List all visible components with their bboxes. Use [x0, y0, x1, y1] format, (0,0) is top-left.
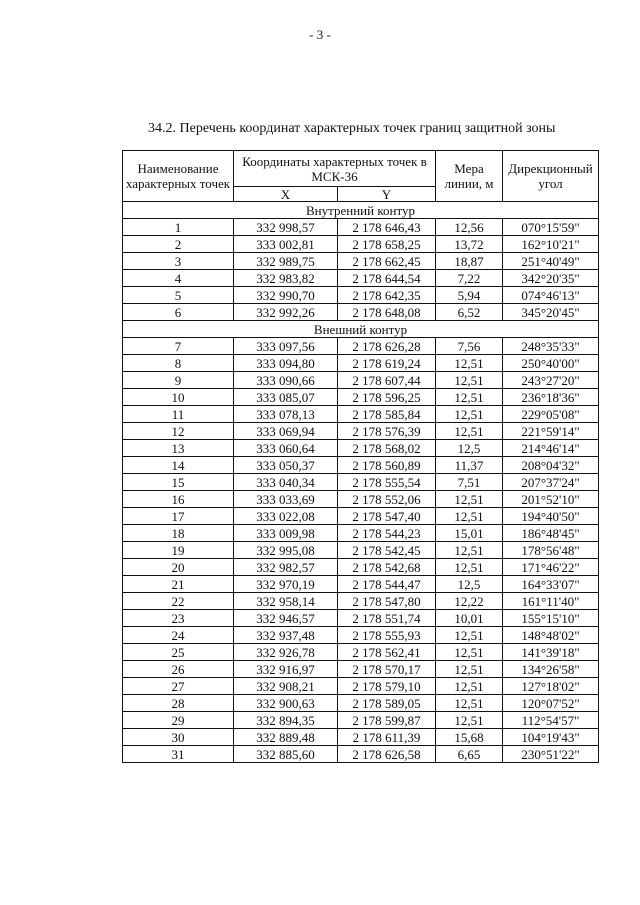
table-row — [123, 491, 599, 508]
coord-x: 332 989,75 — [234, 253, 338, 270]
table-row — [123, 389, 599, 406]
coord-y: 2 178 619,24 — [338, 355, 436, 372]
table-row — [123, 457, 599, 474]
line-length: 7,56 — [436, 338, 503, 355]
coord-y: 2 178 644,54 — [338, 270, 436, 287]
table-row — [123, 746, 599, 763]
header-direction-angle: Дирекционный угол — [503, 151, 599, 202]
coord-y: 2 178 551,74 — [338, 610, 436, 627]
direction-angle: 164°33'07" — [503, 576, 599, 593]
coord-y: 2 178 544,47 — [338, 576, 436, 593]
table-row — [123, 406, 599, 423]
table-row — [123, 661, 599, 678]
table-row — [123, 576, 599, 593]
line-length: 12,51 — [436, 491, 503, 508]
direction-angle: 201°52'10" — [503, 491, 599, 508]
coord-x: 333 078,13 — [234, 406, 338, 423]
line-length: 12,51 — [436, 508, 503, 525]
coord-y: 2 178 599,87 — [338, 712, 436, 729]
point-number: 15 — [123, 474, 234, 491]
table-row — [123, 440, 599, 457]
direction-angle: 127°18'02" — [503, 678, 599, 695]
coord-x: 333 033,69 — [234, 491, 338, 508]
coord-x: 332 894,35 — [234, 712, 338, 729]
coord-y: 2 178 585,84 — [338, 406, 436, 423]
line-length: 12,51 — [436, 406, 503, 423]
coord-x: 332 958,14 — [234, 593, 338, 610]
table-row — [123, 542, 599, 559]
coord-x: 333 094,80 — [234, 355, 338, 372]
line-length: 12,5 — [436, 576, 503, 593]
line-length: 12,51 — [436, 627, 503, 644]
coord-x: 332 937,48 — [234, 627, 338, 644]
direction-angle: 070°15'59" — [503, 219, 599, 236]
direction-angle: 162°10'21" — [503, 236, 599, 253]
coord-y: 2 178 596,25 — [338, 389, 436, 406]
coord-y: 2 178 626,28 — [338, 338, 436, 355]
point-number: 13 — [123, 440, 234, 457]
point-number: 19 — [123, 542, 234, 559]
coord-x: 332 889,48 — [234, 729, 338, 746]
line-length: 12,5 — [436, 440, 503, 457]
coord-x: 332 916,97 — [234, 661, 338, 678]
coord-x: 333 060,64 — [234, 440, 338, 457]
coord-x: 333 085,07 — [234, 389, 338, 406]
point-number: 6 — [123, 304, 234, 321]
table-row — [123, 372, 599, 389]
table-row — [123, 729, 599, 746]
line-length: 15,68 — [436, 729, 503, 746]
coord-y: 2 178 560,89 — [338, 457, 436, 474]
header-line-length: Мера линии, м — [436, 151, 503, 202]
direction-angle: 120°07'52" — [503, 695, 599, 712]
direction-angle: 186°48'45" — [503, 525, 599, 542]
coord-x: 332 983,82 — [234, 270, 338, 287]
line-length: 12,56 — [436, 219, 503, 236]
line-length: 7,22 — [436, 270, 503, 287]
coord-y: 2 178 658,25 — [338, 236, 436, 253]
coord-y: 2 178 547,40 — [338, 508, 436, 525]
direction-angle: 104°19'43" — [503, 729, 599, 746]
direction-angle: 236°18'36" — [503, 389, 599, 406]
table-row — [123, 593, 599, 610]
table-row — [123, 559, 599, 576]
header-coordinates-group: Координаты характерных точек в МСК-36 — [234, 151, 436, 187]
coord-y: 2 178 544,23 — [338, 525, 436, 542]
point-number: 7 — [123, 338, 234, 355]
direction-angle: 074°46'13" — [503, 287, 599, 304]
line-length: 12,51 — [436, 661, 503, 678]
coord-x: 333 040,34 — [234, 474, 338, 491]
table-row — [123, 338, 599, 355]
coord-x: 332 970,19 — [234, 576, 338, 593]
coord-y: 2 178 611,39 — [338, 729, 436, 746]
coord-x: 333 009,98 — [234, 525, 338, 542]
direction-angle: 148°48'02" — [503, 627, 599, 644]
coord-y: 2 178 552,06 — [338, 491, 436, 508]
line-length: 12,51 — [436, 712, 503, 729]
table-row — [123, 644, 599, 661]
coord-x: 332 946,57 — [234, 610, 338, 627]
coord-y: 2 178 576,39 — [338, 423, 436, 440]
point-number: 25 — [123, 644, 234, 661]
coord-y: 2 178 648,08 — [338, 304, 436, 321]
point-number: 3 — [123, 253, 234, 270]
point-number: 24 — [123, 627, 234, 644]
point-number: 5 — [123, 287, 234, 304]
point-number: 18 — [123, 525, 234, 542]
coord-x: 333 022,08 — [234, 508, 338, 525]
coord-y: 2 178 547,80 — [338, 593, 436, 610]
coord-x: 332 982,57 — [234, 559, 338, 576]
direction-angle: 251°40'49" — [503, 253, 599, 270]
coord-x: 333 097,56 — [234, 338, 338, 355]
point-number: 27 — [123, 678, 234, 695]
document-title: 34.2. Перечень координат характерных точек границ защитной зоны — [148, 121, 556, 136]
direction-angle: 178°56'48" — [503, 542, 599, 559]
coord-y: 2 178 662,45 — [338, 253, 436, 270]
table-row — [123, 695, 599, 712]
point-number: 2 — [123, 236, 234, 253]
coord-x: 332 926,78 — [234, 644, 338, 661]
table-row — [123, 678, 599, 695]
point-number: 9 — [123, 372, 234, 389]
coord-x: 332 900,63 — [234, 695, 338, 712]
point-number: 26 — [123, 661, 234, 678]
table-row — [123, 304, 599, 321]
coord-y: 2 178 570,17 — [338, 661, 436, 678]
line-length: 15,01 — [436, 525, 503, 542]
table-row — [123, 525, 599, 542]
coord-x: 333 002,81 — [234, 236, 338, 253]
table-row — [123, 423, 599, 440]
direction-angle: 194°40'50" — [503, 508, 599, 525]
table-row — [123, 508, 599, 525]
coord-y: 2 178 542,68 — [338, 559, 436, 576]
line-length: 5,94 — [436, 287, 503, 304]
direction-angle: 230°51'22" — [503, 746, 599, 763]
line-length: 6,65 — [436, 746, 503, 763]
line-length: 12,51 — [436, 372, 503, 389]
line-length: 12,51 — [436, 542, 503, 559]
point-number: 12 — [123, 423, 234, 440]
section-title: Внутренний контур — [123, 202, 599, 219]
table-row — [123, 236, 599, 253]
direction-angle: 171°46'22" — [503, 559, 599, 576]
point-number: 16 — [123, 491, 234, 508]
line-length: 6,52 — [436, 304, 503, 321]
coordinates-table — [122, 150, 599, 763]
line-length: 18,87 — [436, 253, 503, 270]
direction-angle: 134°26'58" — [503, 661, 599, 678]
coord-y: 2 178 542,45 — [338, 542, 436, 559]
table-row — [123, 287, 599, 304]
table-body — [123, 202, 599, 763]
direction-angle: 342°20'35" — [503, 270, 599, 287]
direction-angle: 155°15'10" — [503, 610, 599, 627]
direction-angle: 229°05'08" — [503, 406, 599, 423]
point-number: 4 — [123, 270, 234, 287]
direction-angle: 161°11'40" — [503, 593, 599, 610]
direction-angle: 214°46'14" — [503, 440, 599, 457]
direction-angle: 207°37'24" — [503, 474, 599, 491]
point-number: 8 — [123, 355, 234, 372]
point-number: 14 — [123, 457, 234, 474]
coord-x: 333 090,66 — [234, 372, 338, 389]
section-row — [123, 202, 599, 219]
section-row — [123, 321, 599, 338]
line-length: 12,51 — [436, 355, 503, 372]
table-row — [123, 270, 599, 287]
point-number: 23 — [123, 610, 234, 627]
coord-x: 333 069,94 — [234, 423, 338, 440]
direction-angle: 141°39'18" — [503, 644, 599, 661]
coord-x: 333 050,37 — [234, 457, 338, 474]
line-length: 11,37 — [436, 457, 503, 474]
coord-x: 332 995,08 — [234, 542, 338, 559]
table-row — [123, 712, 599, 729]
table-row — [123, 610, 599, 627]
coord-y: 2 178 579,10 — [338, 678, 436, 695]
line-length: 12,51 — [436, 678, 503, 695]
point-number: 17 — [123, 508, 234, 525]
direction-angle: 221°59'14" — [503, 423, 599, 440]
header-point-name: Наименование характерных точек — [123, 151, 234, 202]
point-number: 1 — [123, 219, 234, 236]
direction-angle: 250°40'00" — [503, 355, 599, 372]
line-length: 12,51 — [436, 695, 503, 712]
point-number: 28 — [123, 695, 234, 712]
direction-angle: 248°35'33" — [503, 338, 599, 355]
coord-y: 2 178 589,05 — [338, 695, 436, 712]
direction-angle: 243°27'20" — [503, 372, 599, 389]
point-number: 30 — [123, 729, 234, 746]
line-length: 13,72 — [436, 236, 503, 253]
header-y: Y — [338, 187, 436, 202]
line-length: 7,51 — [436, 474, 503, 491]
coord-x: 332 998,57 — [234, 219, 338, 236]
coord-y: 2 178 568,02 — [338, 440, 436, 457]
table-row — [123, 627, 599, 644]
point-number: 10 — [123, 389, 234, 406]
coord-x: 332 885,60 — [234, 746, 338, 763]
coord-x: 332 908,21 — [234, 678, 338, 695]
section-title: Внешний контур — [123, 321, 599, 338]
coord-x: 332 990,70 — [234, 287, 338, 304]
page-number: - 3 - — [309, 27, 331, 42]
coord-y: 2 178 555,93 — [338, 627, 436, 644]
table-row — [123, 355, 599, 372]
coord-y: 2 178 646,43 — [338, 219, 436, 236]
line-length: 12,51 — [436, 559, 503, 576]
table-row — [123, 474, 599, 491]
line-length: 12,51 — [436, 389, 503, 406]
line-length: 10,01 — [436, 610, 503, 627]
line-length: 12,22 — [436, 593, 503, 610]
point-number: 22 — [123, 593, 234, 610]
coord-y: 2 178 607,44 — [338, 372, 436, 389]
point-number: 11 — [123, 406, 234, 423]
point-number: 21 — [123, 576, 234, 593]
coord-y: 2 178 642,35 — [338, 287, 436, 304]
direction-angle: 345°20'45" — [503, 304, 599, 321]
coord-x: 332 992,26 — [234, 304, 338, 321]
direction-angle: 208°04'32" — [503, 457, 599, 474]
point-number: 31 — [123, 746, 234, 763]
line-length: 12,51 — [436, 644, 503, 661]
coord-y: 2 178 626,58 — [338, 746, 436, 763]
direction-angle: 112°54'57" — [503, 712, 599, 729]
table-row — [123, 253, 599, 270]
header-x: X — [234, 187, 338, 202]
point-number: 20 — [123, 559, 234, 576]
table-row — [123, 219, 599, 236]
line-length: 12,51 — [436, 423, 503, 440]
point-number: 29 — [123, 712, 234, 729]
coord-y: 2 178 555,54 — [338, 474, 436, 491]
coord-y: 2 178 562,41 — [338, 644, 436, 661]
